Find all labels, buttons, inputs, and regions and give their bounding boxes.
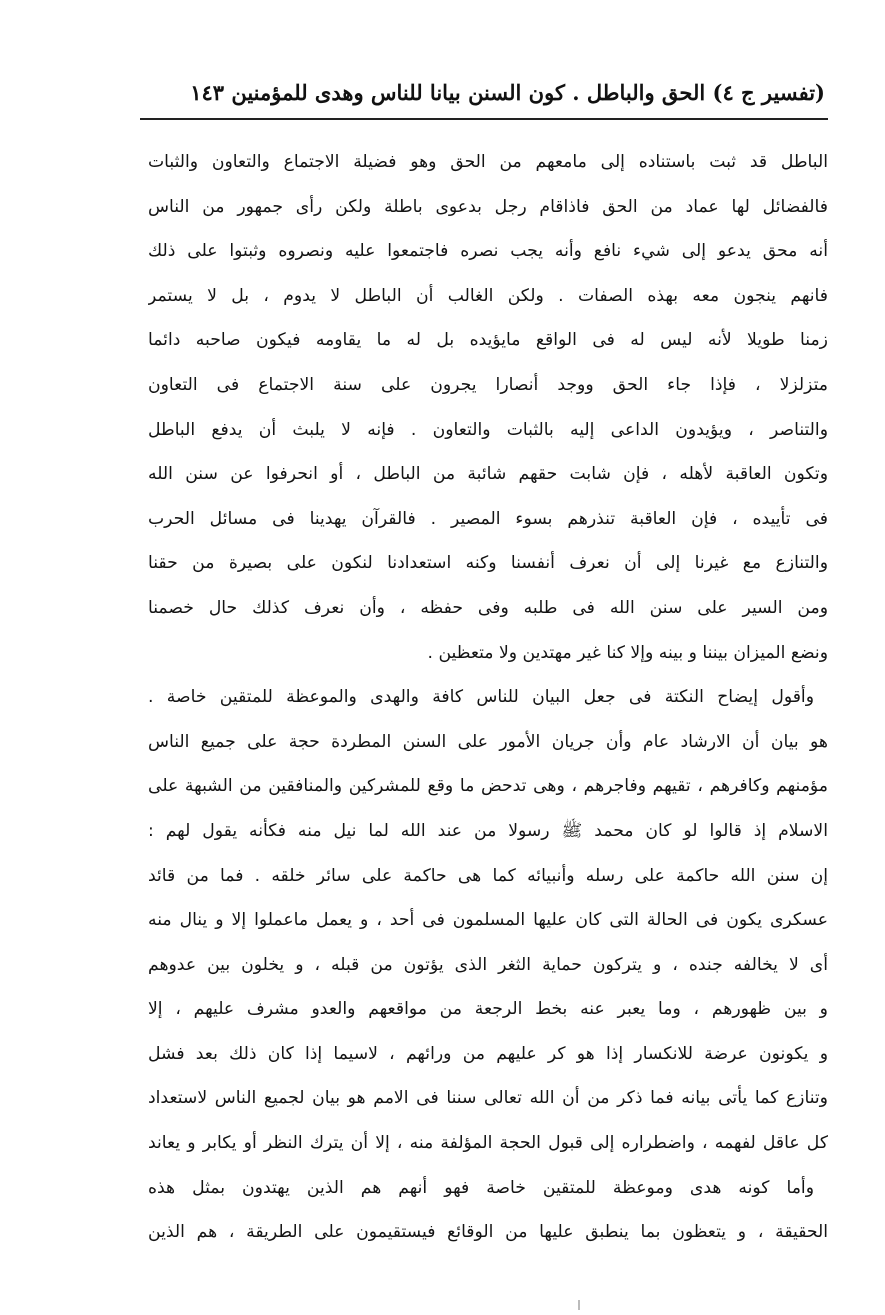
text-line-20: و بين ظهورهم ، وما يعبر عنه بخط الرجعة من مواقعهم والعدو مشرف عليهم ، إلا [148,999,828,1020]
text-line-21: و يكونون عرضة للانكسار إذا هو كر عليهم من ورائهم ، لاسيما إذا كان ذلك بعد فشل [148,1043,828,1064]
text-line-8: وتكون العاقبة لأهله ، فإن شابت حقهم شائبة من الباطل ، أو انحرفوا عن سنن الله [148,464,828,485]
running-header-title: (تفسير ج ٤) الحق والباطل . كون السنن بيانا للناس وهدى للمؤمنين ١٤٣ [190,79,825,105]
header-rule [140,118,828,120]
text-line-3: أنه محق يدعو إلى شيء نافع وأنه يجب نصره فاجتمعوا عليه ونصروه وثبتوا على ذلك [148,241,828,262]
text-line-9: فى تأييده ، فإن العاقبة تنذرهم بسوء المصير . فالقرآن يهدينا فى مسائل الحرب [148,508,828,529]
text-line-12: ونضع الميزان بيننا و بينه وإلا كنا غير مهتدين ولا متعظين . [427,642,828,663]
text-line-17: إن سنن الله حاكمة على رسله وأنبيائه كما هى حاكمة على سائر خلقه . فما من قائد [148,865,828,886]
text-line-22: وتنازع كما يأتى بيانه فما ذكر من أن الله تعالى سننا فى الامم هو بيان لجميع الناس لاستعداد [148,1088,828,1109]
text-line-5: زمنا طويلا لأنه ليس له فى الواقع مايؤيده بل له ما يقاومه فيكون صاحبه دائما [148,330,828,351]
body-text [148,140,828,1255]
scan-mark [578,1300,580,1310]
text-line-18: عسكرى يكون فى الحالة التى كان عليها المسلمون فى أحد ، و يعمل ماعملوا إلا و ينال منه [148,910,828,931]
page-header [140,70,825,114]
text-line-14: هو بيان أن الارشاد عام وأن جريان الأمور على السنن المطردة حجة على جميع الناس [148,731,828,752]
text-line-23: كل عاقل لفهمه ، واضطراره إلى قبول الحجة المؤلفة منه ، إلا أن يترك النظر أو يكابر و يعاند [148,1133,828,1154]
text-line-13: وأقول إيضاح النكتة فى جعل البيان للناس كافة والهدى والموعظة للمتقين خاصة . [148,687,814,708]
text-line-11: ومن السير على سنن الله فى طلبه وفى حفظه ، وأن نعرف كذلك حال خصمنا [148,597,828,618]
text-line-1: الباطل قد ثبت باستناده إلى مامعهم من الحق وهو فضيلة الاجتماع والتعاون والثبات [148,152,828,172]
text-line-25: الحقيقة ، و يتعظون بما ينطبق عليها من الوقائع فيستقيمون على الطريقة ، هم الذين [148,1222,828,1243]
text-line-16: الاسلام إذ قالوا لو كان محمد ﷺ رسولا من عند الله لما نيل منه فكأنه يقول لهم : [148,820,828,841]
text-line-15: مؤمنهم وكافرهم ، تقيهم وفاجرهم ، وهى تدحض ما وقع للمشركين والمنافقين من الشبهة على [148,776,828,797]
text-line-2: فالفضائل لها عماد من الحق فاذاقام رجل بدعوى باطلة ولكن رأى جمهور من الناس [148,196,828,217]
text-line-6: متزلزلا ، فإذا جاء الحق ووجد أنصارا يجرون على سنة الاجتماع فى التعاون [148,374,828,395]
text-line-7: والتناصر ، ويؤيدون الداعى إليه بالثبات والتعاون . فإنه لا يلبث أن يدفع الباطل [148,419,828,440]
text-line-24: وأما كونه هدى وموعظة للمتقين خاصة فهو أنهم هم الذين يهتدون بمثل هذه [148,1177,814,1198]
text-line-10: والتنازع مع غيرنا إلى أن نعرف أنفسنا وكنه استعدادنا لنكون على بصيرة من حقنا [148,553,828,574]
text-line-19: أى لا يخالفه جنده ، و يتركون حماية الثغر الذى يؤتون من قبله ، و يخلون بين عدوهم [148,954,828,975]
text-line-4: فانهم ينجون معه بهذه الصفات . ولكن الغالب أن الباطل لا يدوم ، بل لا يستمر [148,285,828,306]
